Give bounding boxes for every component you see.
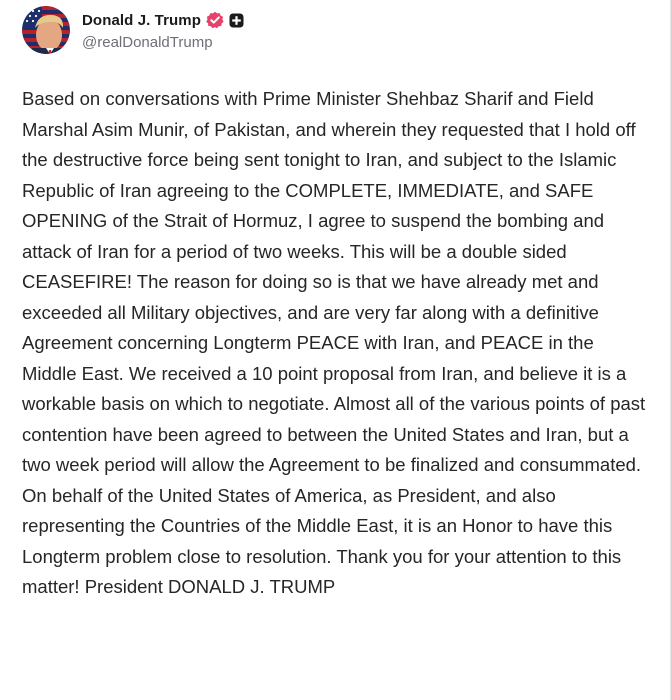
author-name-row — [82, 10, 244, 31]
verified-badge-icon — [206, 11, 224, 29]
author-info — [82, 10, 244, 51]
plus-badge-icon — [229, 13, 244, 28]
author-handle[interactable]: @realDonaldTrump — [82, 33, 213, 51]
post-text: Based on conversations with Prime Minister Shehbaz Sharif and Field Marshal Asim Munir, of Pakistan, and wherein they requested that I hold off the destructive force being sent tonight to Iran, and subject to the Islamic Republic of Iran agreeing to the COMPLETE, IMMEDIATE, and SAFE OPENING of the Strait of Hormuz, I agree to suspend the bombing and attack of Iran for a period of two weeks. This will be a double sided CEASEFIRE! The reason for doing so is that we have already met and exceeded all Military objectives, and are very far along with a definitive Agreement concerning Longterm PEACE with Iran, and PEACE in the Middle East. We received a 10 point proposal from Iran, and believe it is a workable basis on which to negotiate. Almost all of the various points of past contention have been agreed to between the United States and Iran, but a two week period will allow the Agreement to be finalized and consummated. On behalf of the United States of America, as President, and also representing the Countries of the Middle East, it is an Honor to have this Longterm problem close to resolution. Thank you for your attention to this matter! President DONALD J. TRUMP — [22, 88, 646, 597]
author-display-name[interactable]: Donald J. Trump — [82, 11, 202, 29]
avatar-image — [22, 6, 70, 54]
avatar[interactable] — [22, 6, 70, 54]
post-header — [22, 5, 244, 55]
